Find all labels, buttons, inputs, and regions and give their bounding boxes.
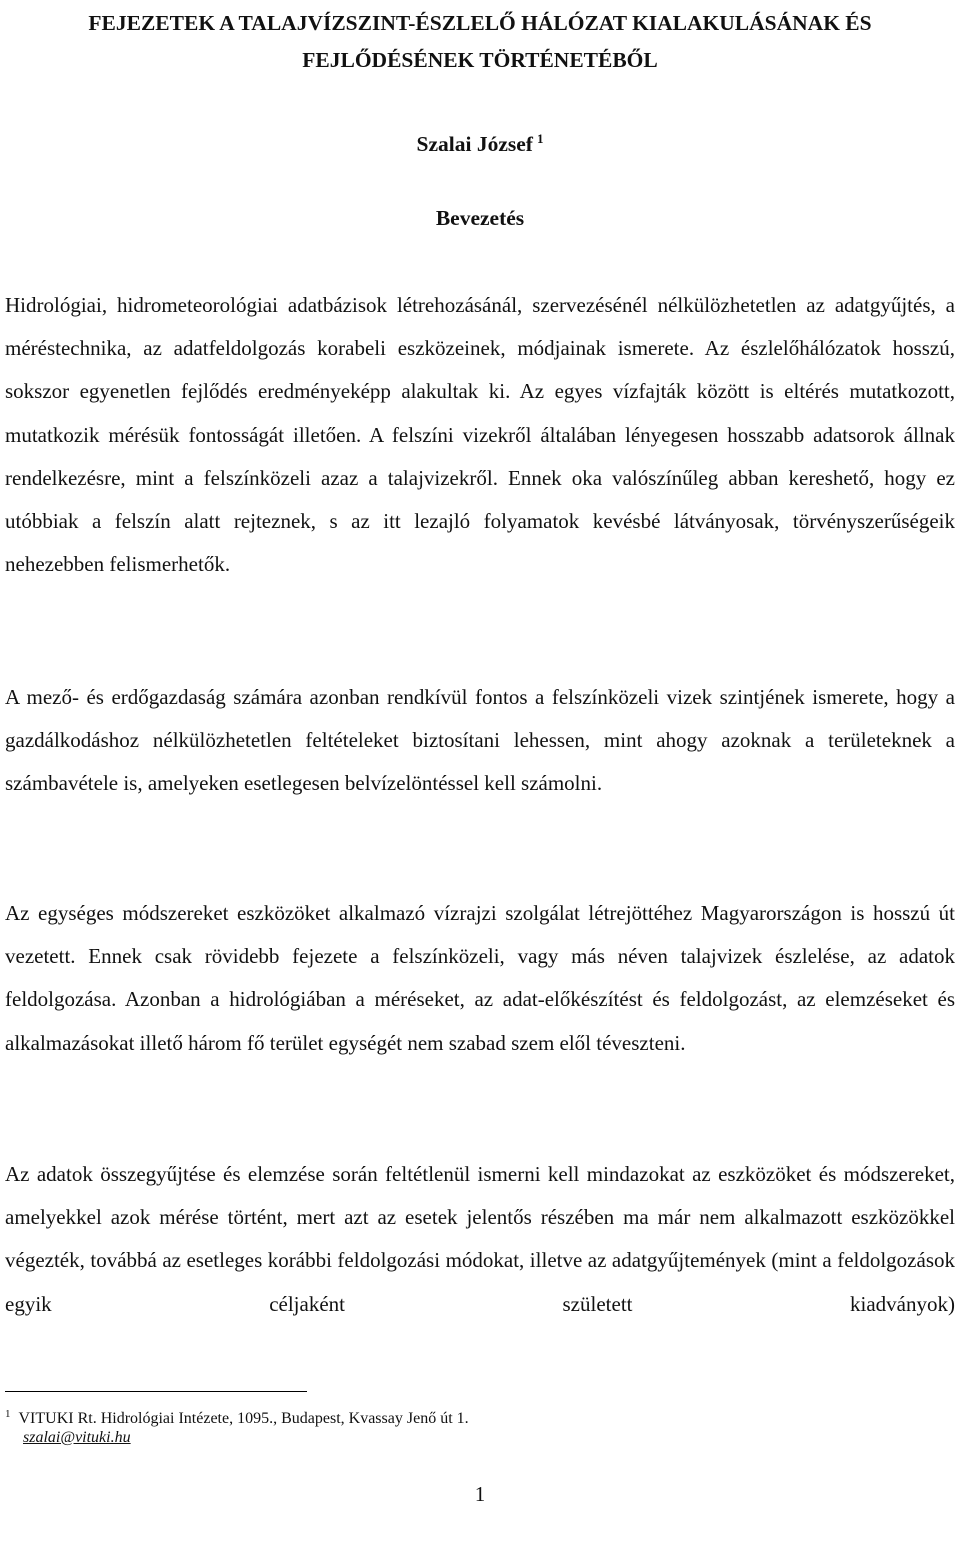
footnote-email-link[interactable]: szalai@vituki.hu <box>23 1429 131 1446</box>
title-line-1: FEJEZETEK A TALAJVÍZSZINT-ÉSZLELŐ HÁLÓZAT KIALAKULÁSÁNAK ÉS <box>88 11 872 35</box>
page-number: 1 <box>474 1482 486 1506</box>
paragraph-1: Hidrológiai, hidrometeorológiai adatbázisok létrehozásánál, szervezésénél nélkülözhetetlen az adatgyűjtés, a méréstechnika, az adatfeldolgozás korabeli eszközeinek, módjainak ismerete. Az észlelőhálózatok hosszú, sokszor egyenetlen fejlődés eredményeképp alakultak ki. Az egyes vízfajták között is eltérés mutatkozott, mutatkozik mérésük fontosságát illetően. A felszíni vizekről általában lényegesen hosszabb adatsorok állnak rendelkezésre, mint a felszínközeli azaz a talajvizekről. Ennek oka valószínűleg abban kereshető, hogy ez utóbbiak a felszín alatt rejteznek, s az itt lezajló folyamatok kevésbé látványosak, törvényszerűségeik nehezebben felismerhetők. <box>5 293 955 577</box>
paragraph-2: A mező- és erdőgazdaság számára azonban rendkívül fontos a felszínközeli vizek szintjének ismerete, hogy a gazdálkodáshoz nélkülözhetetlen feltételeket biztosítani lehessen, mint ahogy azoknak a területeknek a számbavétele is, amelyeken esetlegesen belvízelöntéssel kell számolni. <box>5 685 955 796</box>
paragraph-4: Az adatok összegyűjtése és elemzése során feltétlenül ismerni kell mindazokat az eszközöket és módszereket, amelyekkel azok mérése történt, mert azt az esetek jelentős részében ma már nem alkalmazott eszközökkel végezték, továbbá az esetleges korábbi feldolgozási módokat, illetve az adatgyűjtemények (mint a feldolgozások egyik céljaként született kiadványok) <box>5 1162 955 1316</box>
footnote-separator <box>5 1391 307 1392</box>
author-name: Szalai József <box>416 132 533 156</box>
footnote-text: VITUKI Rt. Hidrológiai Intézete, 1095., Budapest, Kvassay Jenő út 1. <box>18 1410 469 1427</box>
paragraph-3: Az egységes módszereket eszközöket alkalmazó vízrajzi szolgálat létrejöttéhez Magyarországon is hosszú út vezetett. Ennek csak rövidebb fejezete a felszínközeli, vagy más néven talajvizek észlelése, az adatok feldolgozása. Azonban a hidrológiában a méréseket, az adat-előkészítést és feldolgozást, az elemzéseket és alkalmazásokat illető három fő terület egységét nem szabad szem elől téveszteni. <box>5 901 955 1055</box>
title-line-2: FEJLŐDÉSÉNEK TÖRTÉNETÉBŐL <box>302 48 658 72</box>
author-line <box>0 131 960 157</box>
footnote-mark: 1 <box>5 1408 11 1420</box>
author-footnote-mark: 1 <box>536 131 544 146</box>
section-heading: Bevezetés <box>435 206 525 230</box>
document-title <box>0 5 960 79</box>
